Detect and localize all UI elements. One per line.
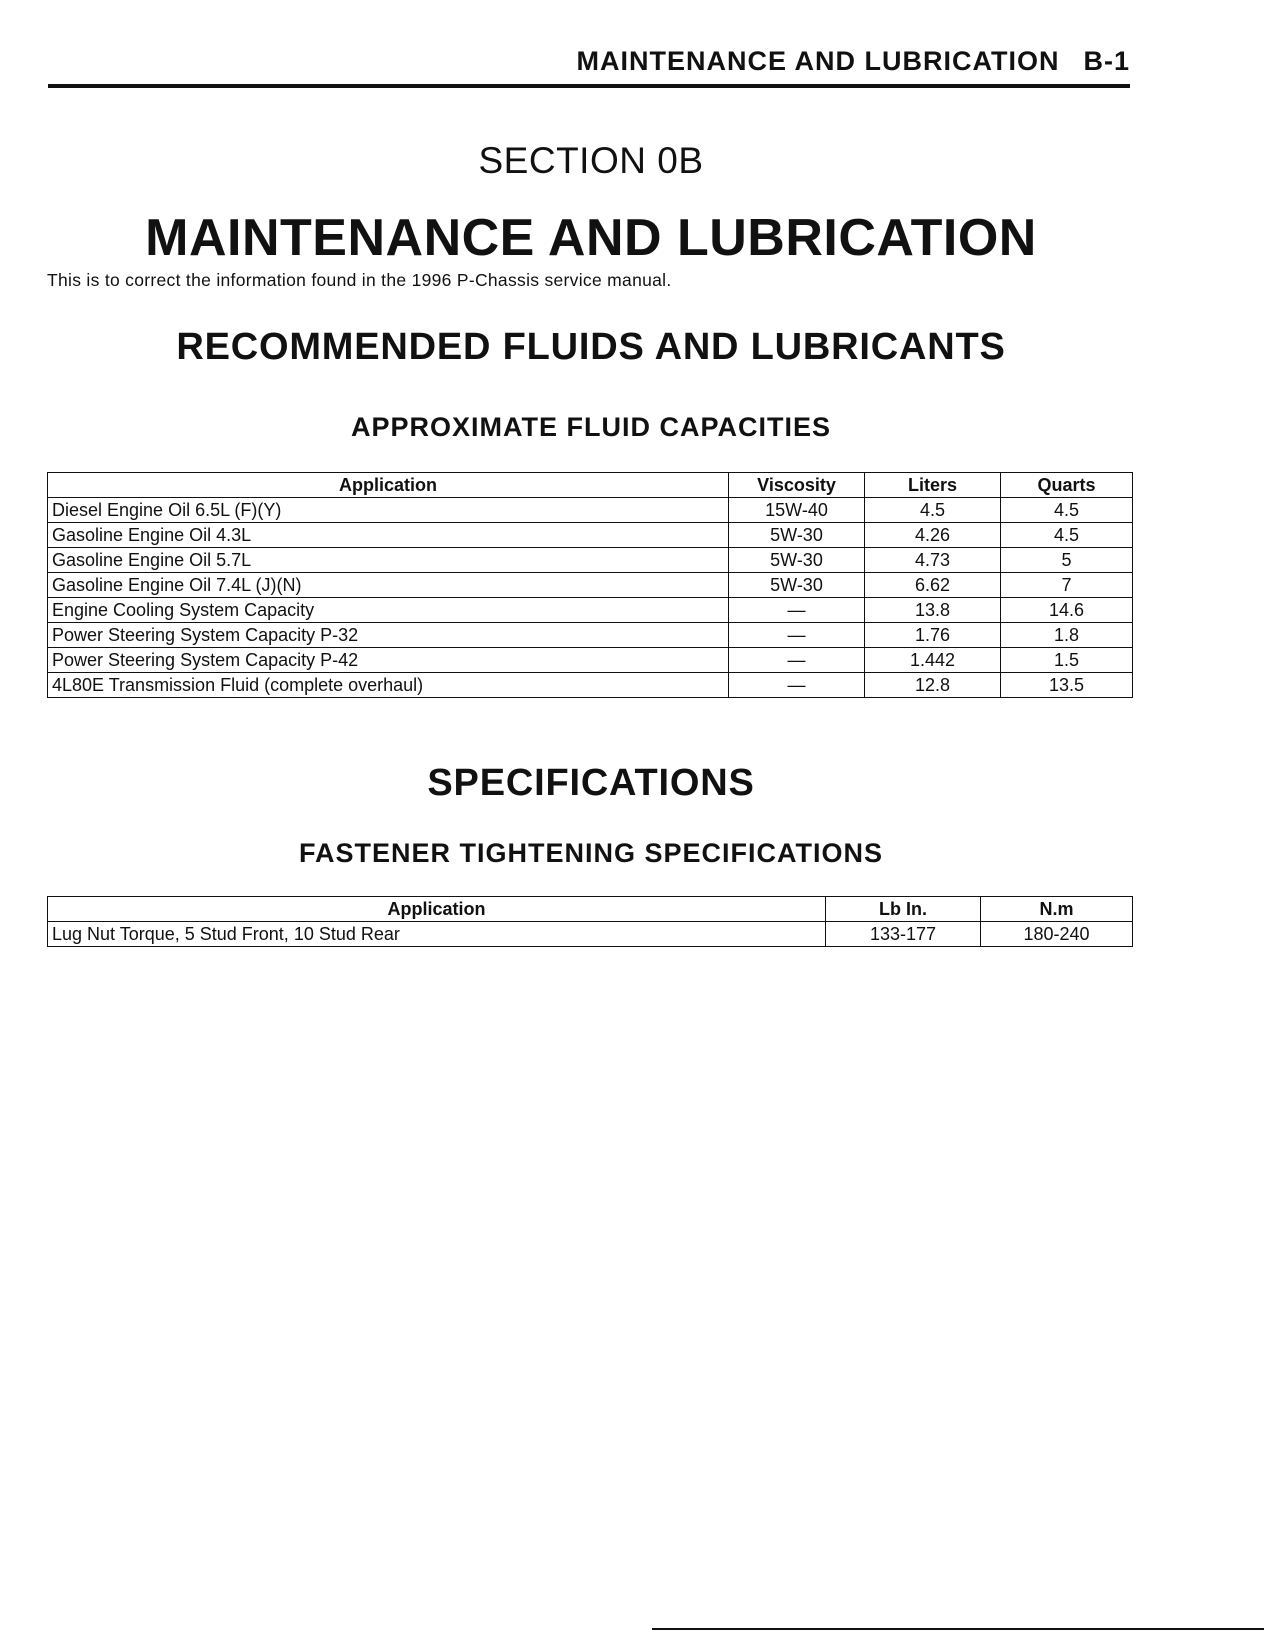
- table-row: [48, 498, 1133, 523]
- specifications-heading: SPECIFICATIONS: [427, 762, 755, 804]
- fluid-capacities-table: [47, 472, 1133, 698]
- fluid-capacities-subheading: APPROXIMATE FLUID CAPACITIES: [350, 412, 831, 442]
- column-header-nm: N.m: [981, 897, 1133, 922]
- column-header-application: Application: [48, 897, 826, 922]
- table-row: [48, 573, 1133, 598]
- quarts-cell: 1.8: [1001, 623, 1133, 648]
- quarts-cell: 4.5: [1001, 523, 1133, 548]
- viscosity-cell: —: [729, 673, 865, 698]
- fastener-specs-table: [47, 896, 1133, 947]
- viscosity-cell: —: [729, 648, 865, 673]
- viscosity-cell: —: [729, 623, 865, 648]
- application-cell: 4L80E Transmission Fluid (complete overhaul): [48, 673, 729, 698]
- liters-cell: 12.8: [865, 673, 1001, 698]
- column-header-viscosity: Viscosity: [729, 473, 865, 498]
- column-header-liters: Liters: [865, 473, 1001, 498]
- liters-cell: 13.8: [865, 598, 1001, 623]
- viscosity-cell: 5W-30: [729, 573, 865, 598]
- fastener-specs-subheading: FASTENER TIGHTENING SPECIFICATIONS: [298, 838, 884, 868]
- fluids-heading: RECOMMENDED FLUIDS AND LUBRICANTS: [176, 326, 1006, 368]
- application-cell: Lug Nut Torque, 5 Stud Front, 10 Stud Rear: [48, 922, 826, 947]
- running-title: [577, 46, 1130, 77]
- page-number: B-1: [1083, 46, 1130, 76]
- column-header-quarts: Quarts: [1001, 473, 1133, 498]
- application-cell: Gasoline Engine Oil 4.3L: [48, 523, 729, 548]
- table-row: [48, 922, 1133, 947]
- liters-cell: 4.5: [865, 498, 1001, 523]
- table-row: [48, 623, 1133, 648]
- table-row: [48, 673, 1133, 698]
- quarts-cell: 1.5: [1001, 648, 1133, 673]
- application-cell: Power Steering System Capacity P-32: [48, 623, 729, 648]
- liters-cell: 1.76: [865, 623, 1001, 648]
- nm-cell: 180-240: [981, 922, 1133, 947]
- viscosity-cell: 5W-30: [729, 523, 865, 548]
- page-title: MAINTENANCE AND LUBRICATION: [145, 209, 1037, 267]
- application-cell: Engine Cooling System Capacity: [48, 598, 729, 623]
- quarts-cell: 4.5: [1001, 498, 1133, 523]
- liters-cell: 6.62: [865, 573, 1001, 598]
- application-cell: Gasoline Engine Oil 5.7L: [48, 548, 729, 573]
- liters-cell: 4.73: [865, 548, 1001, 573]
- footer-rule: [652, 1628, 1264, 1630]
- column-header-application: Application: [48, 473, 729, 498]
- application-cell: Diesel Engine Oil 6.5L (F)(Y): [48, 498, 729, 523]
- table-header-row: [48, 897, 1133, 922]
- liters-cell: 1.442: [865, 648, 1001, 673]
- quarts-cell: 7: [1001, 573, 1133, 598]
- viscosity-cell: 5W-30: [729, 548, 865, 573]
- quarts-cell: 14.6: [1001, 598, 1133, 623]
- quarts-cell: 5: [1001, 548, 1133, 573]
- application-cell: Gasoline Engine Oil 7.4L (J)(N): [48, 573, 729, 598]
- running-header: [48, 44, 1130, 88]
- intro-note: This is to correct the information found in the 1996 P-Chassis service manual.: [47, 270, 672, 290]
- table-row: [48, 648, 1133, 673]
- table-row: [48, 523, 1133, 548]
- lb-in-cell: 133-177: [826, 922, 981, 947]
- table-row: [48, 598, 1133, 623]
- table-header-row: [48, 473, 1133, 498]
- table-row: [48, 548, 1133, 573]
- liters-cell: 4.26: [865, 523, 1001, 548]
- running-title-text: MAINTENANCE AND LUBRICATION: [576, 46, 1060, 76]
- section-label: SECTION 0B: [478, 140, 704, 181]
- column-header-lb-in: Lb In.: [826, 897, 981, 922]
- viscosity-cell: 15W-40: [729, 498, 865, 523]
- quarts-cell: 13.5: [1001, 673, 1133, 698]
- application-cell: Power Steering System Capacity P-42: [48, 648, 729, 673]
- viscosity-cell: —: [729, 598, 865, 623]
